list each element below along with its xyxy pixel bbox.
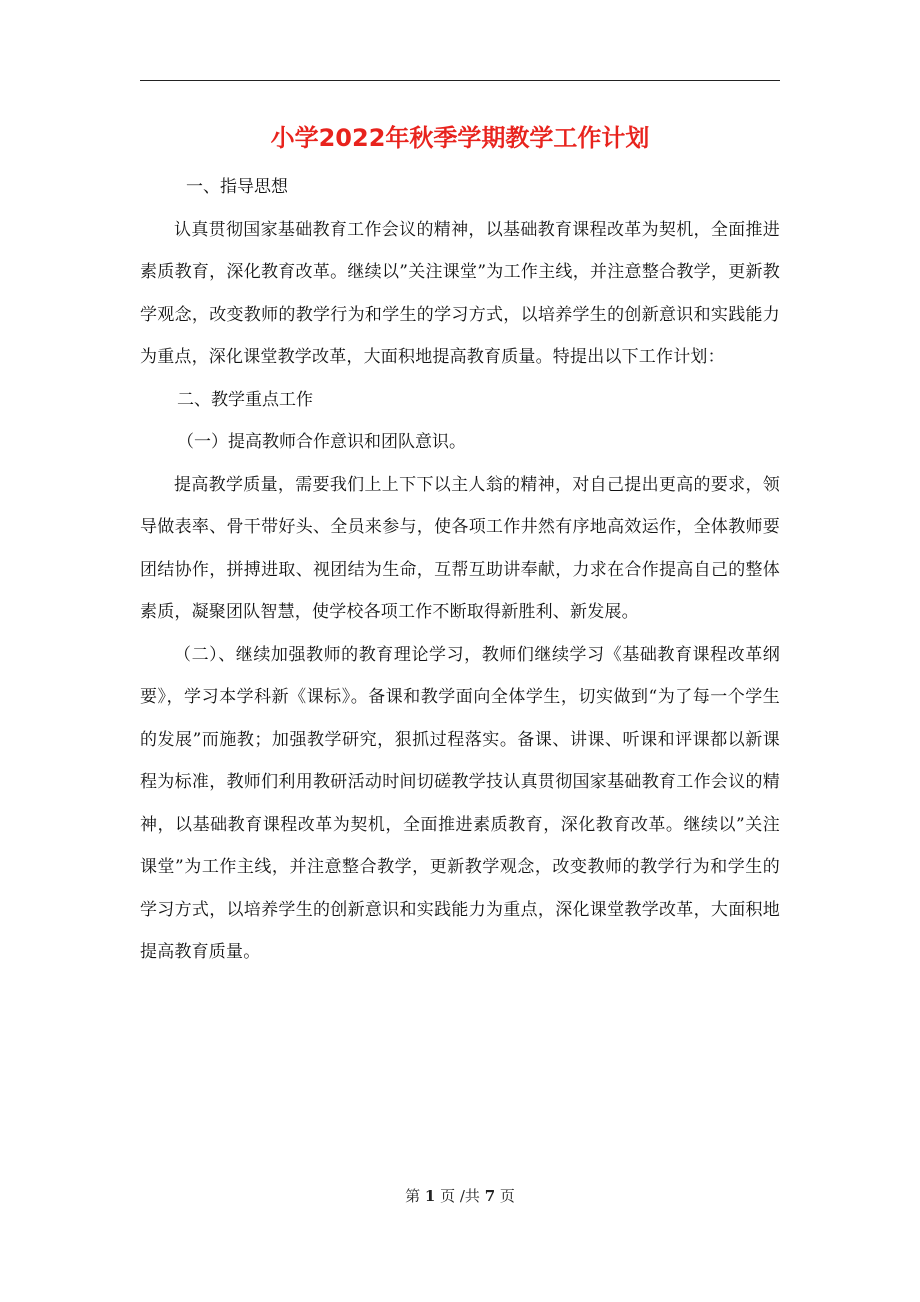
section-heading-guiding-ideology: 一、指导思想 [186, 177, 288, 197]
page-footer [140, 1184, 780, 1208]
footer-suffix: 页 [499, 1187, 515, 1205]
subsection-heading-teamwork: （一）提高教师合作意识和团队意识。 [177, 432, 466, 452]
paragraph-guiding-ideology: 认真贯彻国家基础教育工作会议的精神，以基础教育课程改革为契机，全面推进素质教育，深化教育改革。继续以”关注课堂”为工作主线，并注意整合教学，更新教学观念，改变教师的教学行为和学生的学习方式，以培养学生的创新意识和实践能力为重点，深化课堂教学改革，大面积地提高教育质量。特提出以下工作计划： [140, 219, 780, 367]
paragraph-theory-study: （二）、继续加强教师的教育理论学习，教师们继续学习《基础教育课程改革纲要》，学习本学科新《课标》。备课和教学面向全体学生，切实做到“为了每一个学生的发展”而施教；加强教学研究，狠抓过程落实。备课、讲课、听课和评课都以新课程为标准，教师们利用教研活动时间切磋教学技认真贯彻国家基础教育工作会议的精神，以基础教育课程改革为契机，全面推进素质教育，深化教育改革。继续以”关注课堂”为工作主线，并注意整合教学，更新教学观念，改变教师的教学行为和学生的学习方式，以培养学生的创新意识和实践能力为重点，深化课堂教学改革，大面积地提高教育质量。 [140, 644, 780, 962]
footer-total-pages: 7 [484, 1187, 496, 1205]
document-title: 小学2022年秋季学期教学工作计划 [270, 124, 650, 152]
section-heading-teaching-focus: 二、教学重点工作 [177, 389, 313, 410]
footer-middle: 页 /共 [440, 1187, 480, 1205]
footer-prefix: 第 [405, 1187, 421, 1205]
header-rule [140, 80, 780, 81]
footer-page-number: 1 [424, 1187, 436, 1205]
paragraph-teamwork: 提高教学质量，需要我们上上下下以主人翁的精神，对自己提出更高的要求，领导做表率、骨干带好头、全员来参与，使各项工作井然有序地高效运作，全体教师要团结协作，拼搏进取、视团结为生命，互帮互助讲奉献，力求在合作提高自己的整体素质，凝聚团队智慧，使学校各项工作不断取得新胜利、新发展。 [140, 474, 780, 622]
document-body [140, 166, 780, 974]
